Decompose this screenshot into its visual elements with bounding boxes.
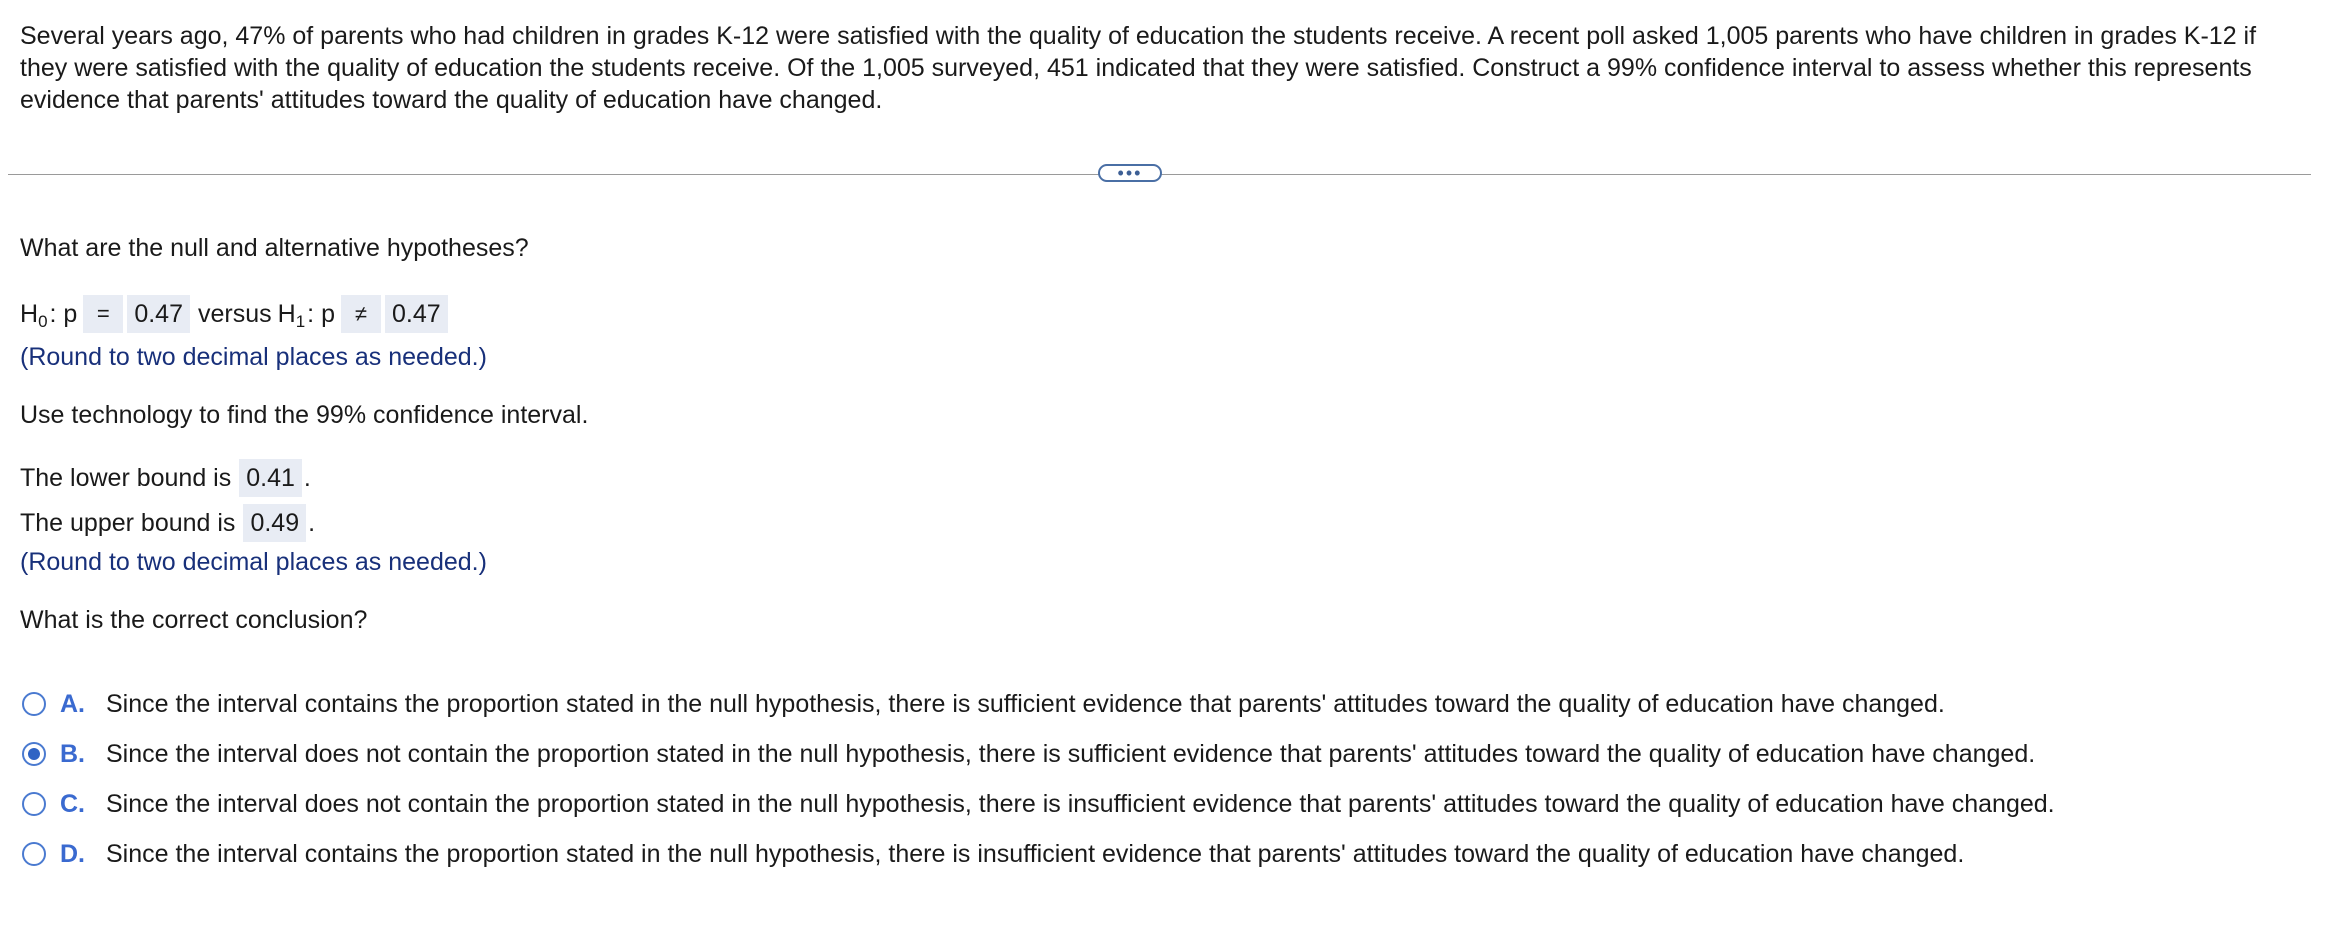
h0-value-input[interactable]: 0.47: [127, 295, 190, 333]
hypotheses-row: [20, 294, 450, 334]
radio-b-selected[interactable]: [22, 742, 46, 766]
h1-subscript: 1: [295, 312, 306, 331]
lower-bound-period: .: [303, 463, 311, 492]
option-c[interactable]: [22, 779, 2055, 829]
radio-d[interactable]: [22, 842, 46, 866]
round-note-interval: (Round to two decimal places as needed.): [20, 548, 487, 576]
option-b-letter: B.: [60, 739, 85, 768]
lower-bound-label: The lower bound is: [20, 463, 232, 492]
interval-question: Use technology to find the 99% confidence interval.: [20, 401, 589, 429]
radio-c[interactable]: [22, 792, 46, 816]
h1-symbol: H: [277, 299, 296, 328]
versus-text: versus: [198, 299, 272, 328]
upper-bound-input[interactable]: 0.49: [243, 504, 306, 542]
h1-parameter: : p: [307, 299, 335, 328]
option-b[interactable]: [22, 729, 2055, 779]
upper-bound-row: [20, 503, 315, 543]
h0-operator-select[interactable]: =: [83, 295, 123, 333]
radio-selected-dot-icon: [28, 748, 40, 760]
option-d-letter: D.: [60, 839, 85, 868]
problem-statement: Several years ago, 47% of parents who had children in grades K-12 were satisfied with the quality of education the students receive. A recent poll asked 1,005 parents who have children in grades K-12 if they were satisfied with the quality of education the students receive. Of the 1,005 surveyed, 451 indicated that they were satisfied. Construct a 99% confidence interval to assess whether this represents evidence that parents' attitudes toward the quality of education have changed.: [20, 22, 2257, 114]
upper-bound-label: The upper bound is: [20, 508, 236, 537]
option-b-text: Since the interval does not contain the proportion stated in the null hypothesis, there is sufficient evidence that parents' attitudes toward the quality of education have changed.: [106, 739, 2036, 768]
option-a-letter: A.: [60, 689, 85, 718]
ellipsis-icon: •••: [1117, 163, 1143, 183]
option-a-text: Since the interval contains the proportion stated in the null hypothesis, there is sufficient evidence that parents' attitudes toward the quality of education have changed.: [106, 689, 1945, 718]
h0-subscript: 0: [38, 312, 48, 331]
lower-bound-row: [20, 458, 311, 498]
conclusion-options: [22, 679, 2055, 879]
option-a[interactable]: [22, 679, 2055, 729]
lower-bound-input[interactable]: 0.41: [239, 459, 302, 497]
round-note-hypotheses: (Round to two decimal places as needed.): [20, 343, 487, 371]
h0-symbol: H: [20, 299, 39, 328]
option-d-text: Since the interval contains the proportion stated in the null hypothesis, there is insufficient evidence that parents' attitudes toward the quality of education have changed.: [106, 839, 1965, 868]
h1-value-input[interactable]: 0.47: [385, 295, 448, 333]
option-c-letter: C.: [60, 789, 85, 818]
upper-bound-period: .: [308, 508, 316, 537]
option-d[interactable]: [22, 829, 2055, 879]
radio-a[interactable]: [22, 692, 46, 716]
option-c-text: Since the interval does not contain the proportion stated in the null hypothesis, there is insufficient evidence that parents' attitudes toward the quality of education have changed.: [106, 789, 2055, 818]
h0-parameter: : p: [49, 299, 78, 328]
hypotheses-question: What are the null and alternative hypotheses?: [20, 234, 529, 262]
conclusion-question: What is the correct conclusion?: [20, 606, 368, 634]
h1-operator-select[interactable]: ≠: [341, 295, 381, 333]
expand-more-button[interactable]: [1098, 164, 1162, 182]
